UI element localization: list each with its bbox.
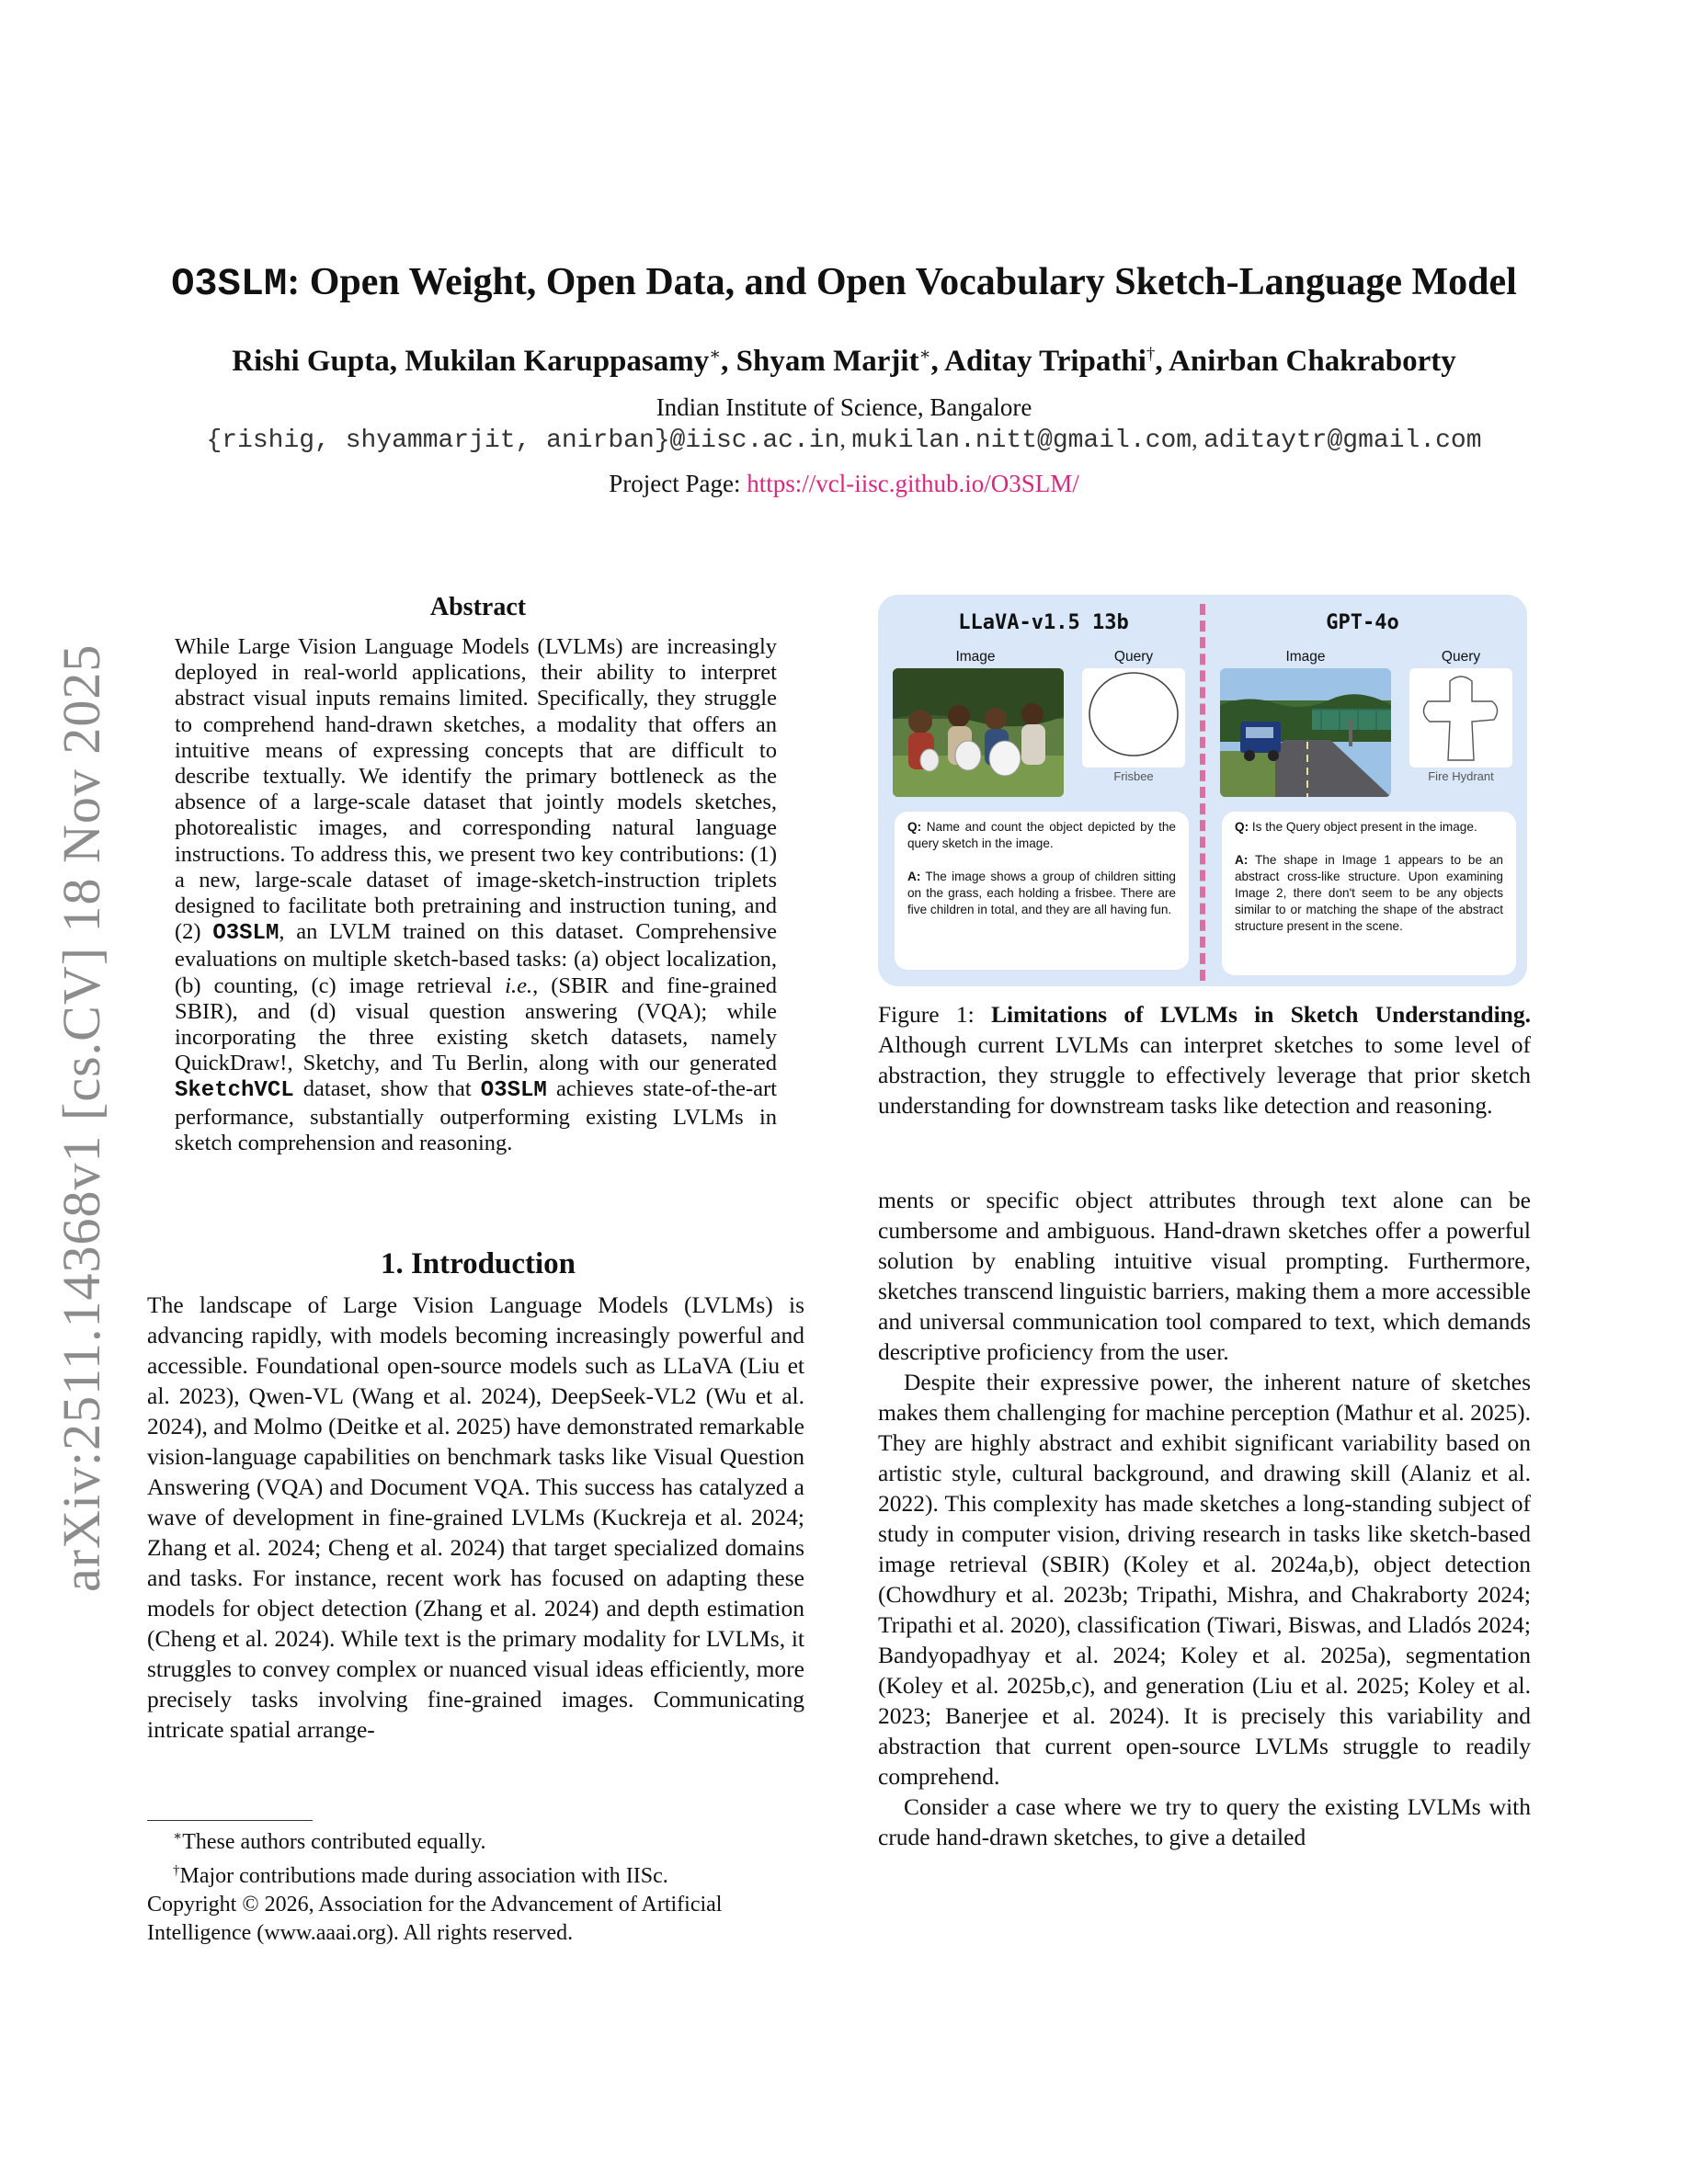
arxiv-stamp: arXiv:2511.14368v1 [cs.CV] 18 Nov 2025 bbox=[51, 643, 111, 1592]
q-tag: Q: bbox=[1235, 820, 1249, 834]
query-label: Query bbox=[1441, 649, 1481, 665]
author-names-2: , Shyam Marjit bbox=[721, 345, 919, 378]
paper-title bbox=[0, 260, 1688, 306]
figure-1-caption bbox=[878, 999, 1531, 1120]
caption-label: Figure 1: bbox=[878, 1001, 991, 1028]
llava-qa-box bbox=[895, 812, 1189, 970]
footnote-mark: ∗ bbox=[173, 1829, 183, 1844]
model-name-gpt4o: GPT-4o bbox=[1326, 611, 1399, 634]
abstract-text: achieves state-of-the-art performance, substantially outperforming existing LVLMs in sketch comprehension and reasoning. bbox=[175, 1076, 777, 1155]
abstract-text: , an LVLM trained on this dataset. Comprehensive evaluations on multiple sketch-based tasks: (a) object localization, (b) counting, (c) image retrieval bbox=[175, 919, 777, 998]
footnote-text: Major contributions made during association with IISc. bbox=[179, 1864, 668, 1888]
intro-paragraph-1: The landscape of Large Vision Language Models (LVLMs) is advancing rapidly, with models becoming increasingly powerful and accessible. Foundational open-source models such as LLaVA (Liu et al. 2023), Qwen-VL (Wang et al. 2024), DeepSeek-VL2 (Wu et al. 2024), and Molmo (Deitke et al. 2025) have demonstrated remarkable vision-language capabilities on benchmark tasks like Visual Question Answering (VQA) and Document VQA. This success has catalyzed a wave of development in fine-grained LVLMs (Kuckreja et al. 2024; Zhang et al. 2024; Cheng et al. 2024) that target specialized domains and tasks. For instance, recent work has focused on adapting these models for object detection (Zhang et al. 2024) and depth estimation (Cheng et al. 2024). While text is the primary modality for LVLMs, it struggles to convey complex or nuanced visual ideas efficiently, more precisely tasks involving fine-grained images. Communicating intricate spatial arrange- bbox=[147, 1291, 804, 1743]
author-emails bbox=[0, 426, 1688, 455]
image-label: Image bbox=[955, 649, 996, 665]
children-photo-image bbox=[893, 668, 1064, 797]
gpt4o-qa-box bbox=[1222, 812, 1516, 975]
author-list bbox=[0, 344, 1688, 379]
author-names-4: , Anirban Chakraborty bbox=[1155, 345, 1456, 378]
project-link[interactable]: https://vcl-iisc.github.io/O3SLM/ bbox=[747, 470, 1079, 497]
query-label: Query bbox=[1113, 649, 1154, 665]
question-text: Is the Query object present in the image. bbox=[1249, 820, 1477, 834]
project-page bbox=[0, 470, 1688, 498]
answer-text: The image shows a group of children sitting on the grass, each holding a frisbee. There are five children in total, and they are all having fun. bbox=[907, 870, 1176, 916]
model-name: O3SLM bbox=[212, 921, 279, 947]
footnote-text: These authors contributed equally. bbox=[182, 1830, 486, 1854]
author-names-3: , Aditay Tripathi bbox=[930, 345, 1146, 378]
email-group: {rishig, shyammarjit, anirban}@iisc.ac.in bbox=[206, 427, 840, 455]
email-mukilan: mukilan.nitt@gmail.com bbox=[851, 427, 1192, 455]
email-separator: , bbox=[1192, 426, 1204, 452]
road-truck-photo-image bbox=[1220, 668, 1391, 797]
footnote-rule bbox=[147, 1820, 313, 1821]
introduction-left-column bbox=[147, 1290, 804, 1745]
children-photo bbox=[893, 668, 1064, 797]
footnotes bbox=[147, 1823, 809, 1948]
intro-paragraph-1-continued: ments or specific object attributes through text alone can be cumbersome and ambiguous. Hand-drawn sketches offer a powerful solution by enabling intuitive visual prompting. Furthermore, sketches transcend linguistic barriers, making them a more accessible and universal communication tool compared to text, which demands descriptive proficiency from the user. bbox=[878, 1187, 1531, 1365]
caption-bold: Limitations of LVLMs in Sketch Understanding. bbox=[990, 1001, 1531, 1028]
figure-1 bbox=[878, 595, 1527, 986]
abstract-text: dataset, show that bbox=[293, 1076, 481, 1102]
email-aditay: aditaytr@gmail.com bbox=[1203, 427, 1482, 455]
author-mark-2: ∗ bbox=[918, 345, 931, 364]
model-name: O3SLM bbox=[480, 1078, 547, 1104]
abstract-ie: i.e. bbox=[505, 973, 533, 998]
frisbee-sketch bbox=[1082, 668, 1185, 768]
title-model-name: O3SLM bbox=[171, 262, 288, 306]
fire-hydrant-sketch bbox=[1409, 668, 1512, 768]
fire-hydrant-sketch-drawing bbox=[1409, 668, 1512, 768]
gpt4o-answer bbox=[1235, 852, 1503, 935]
introduction-right-column bbox=[878, 1185, 1531, 1852]
project-label: Project Page: bbox=[609, 470, 747, 497]
author-mark-3: † bbox=[1146, 345, 1156, 364]
a-tag: A: bbox=[1235, 853, 1249, 867]
footnote-mark: † bbox=[173, 1863, 180, 1878]
author-mark-1: ∗ bbox=[709, 345, 722, 364]
affiliation: Indian Institute of Science, Bangalore bbox=[656, 393, 1032, 421]
road-truck-photo bbox=[1220, 668, 1391, 797]
llava-answer bbox=[907, 869, 1176, 918]
sketch-name-fire-hydrant: Fire Hydrant bbox=[1428, 769, 1494, 783]
a-tag: A: bbox=[907, 870, 921, 883]
image-label: Image bbox=[1285, 649, 1326, 665]
question-text: Name and count the object depicted by the query sketch in the image. bbox=[907, 820, 1176, 850]
caption-text: Although current LVLMs can interpret sketches to some level of abstraction, they struggle to effectively leverage that prior sketch understanding for downstream tasks like detection and reasoning. bbox=[878, 1031, 1531, 1119]
abstract-body bbox=[175, 634, 777, 1156]
figure-divider bbox=[1200, 604, 1205, 981]
q-tag: Q: bbox=[907, 820, 922, 834]
abstract-text: While Large Vision Language Models (LVLMs) are increasingly deployed in real-world applications, their ability to interpret abstract visual inputs remains limited. Specifically, they struggle to comprehend hand-drawn sketches, a modality that offers an intuitive means of expressing concepts that are difficult to describe textually. We identify the primary bottleneck as the absence of a large-scale dataset that jointly models sketches, photorealistic images, and corresponding natural language instructions. To address this, we present two key contributions: (1) a new, large-scale dataset of image-sketch-instruction triplets designed to facilitate both pretraining and instruction tuning, and (2) bbox=[175, 634, 777, 945]
footnote-2 bbox=[147, 1857, 809, 1891]
abstract-heading: Abstract bbox=[429, 593, 527, 621]
frisbee-sketch-drawing bbox=[1082, 668, 1185, 768]
copyright-notice: Copyright © 2026, Association for the Advancement of Artificial Intelligence (www.aaai.org). All rights reserved. bbox=[147, 1893, 723, 1945]
answer-text: The shape in Image 1 appears to be an abstract cross-like structure. Upon examining Image 2, there don't seem to be any objects similar to or matching the shape of the abstract structure present in the scene. bbox=[1235, 853, 1503, 933]
model-name-llava: LLaVA-v1.5 13b bbox=[958, 611, 1129, 634]
section-heading-introduction: 1. Introduction bbox=[380, 1247, 576, 1280]
sketch-name-frisbee: Frisbee bbox=[1113, 769, 1154, 783]
llava-question bbox=[907, 819, 1176, 852]
dataset-name: SketchVCL bbox=[175, 1078, 294, 1104]
title-text: : Open Weight, Open Data, and Open Vocabulary Sketch-Language Model bbox=[287, 261, 1517, 303]
footnote-1 bbox=[147, 1823, 809, 1857]
gpt4o-question bbox=[1235, 819, 1503, 836]
intro-paragraph-2: Despite their expressive power, the inherent nature of sketches makes them challenging for machine perception (Mathur et al. 2025). They are highly abstract and exhibit significant variability based on artistic style, cultural background, and drawing skill (Alaniz et al. 2022). This complexity has made sketches a long-standing subject of study in computer vision, driving research in tasks like sketch-based image retrieval (SBIR) (Koley et al. 2024a,b), object detection (Chowdhury et al. 2023b; Tripathi, Mishra, and Chakraborty 2024; Tripathi et al. 2020), classification (Tiwari, Biswas, and Lladós 2024; Bandyopadhyay et al. 2024; Koley et al. 2025a), segmentation (Koley et al. 2025b,c), and generation (Liu et al. 2025; Koley et al. 2023; Banerjee et al. 2024). It is precisely this variability and abstraction that current open-source LVLMs struggle to readily comprehend. bbox=[878, 1369, 1531, 1790]
abstract-text: , (SBIR and fine-grained SBIR), and (d) visual question answering (VQA); while incorporating the three existing sketch datasets, namely QuickDraw!, Sketchy, and Tu Berlin, along with our generated bbox=[175, 973, 777, 1076]
email-separator: , bbox=[839, 426, 852, 452]
author-names-1: Rishi Gupta, Mukilan Karuppasamy bbox=[232, 345, 710, 378]
intro-paragraph-3: Consider a case where we try to query the existing LVLMs with crude hand-drawn sketches, to give a detailed bbox=[878, 1793, 1531, 1850]
